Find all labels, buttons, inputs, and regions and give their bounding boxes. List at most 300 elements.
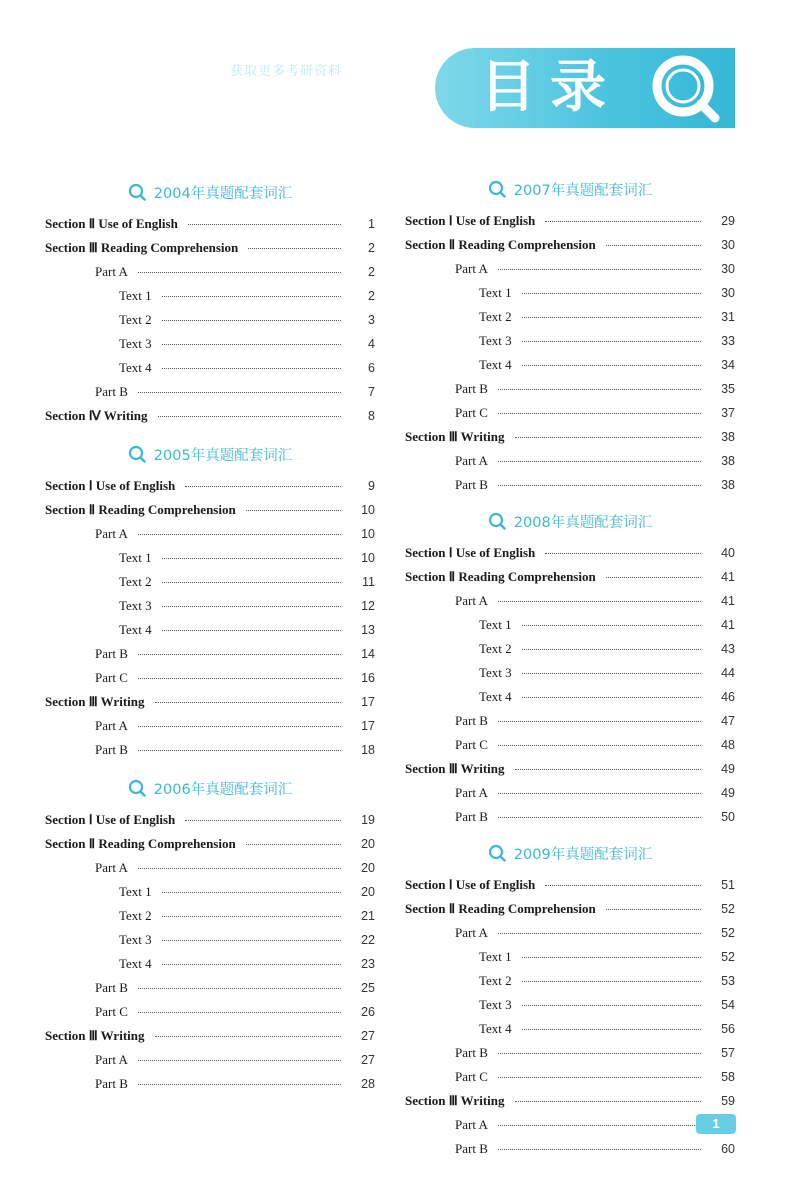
toc-entry-page: 52 bbox=[721, 926, 735, 940]
toc-entry[interactable] bbox=[405, 969, 735, 993]
toc-entry-page: 19 bbox=[361, 813, 375, 827]
toc-entry[interactable] bbox=[405, 425, 735, 449]
toc-entry-page: 1 bbox=[368, 217, 375, 231]
toc-entry-label: Section Ⅰ Use of English bbox=[45, 478, 176, 493]
toc-year-2008 bbox=[405, 507, 735, 829]
magnifier-icon bbox=[128, 183, 146, 201]
toc-entry-label: Part A bbox=[455, 261, 488, 276]
toc-entry-label: Part B bbox=[95, 384, 128, 399]
dot-leader bbox=[138, 533, 341, 535]
dot-leader bbox=[162, 295, 341, 297]
toc-entry[interactable] bbox=[45, 856, 375, 880]
toc-entry[interactable] bbox=[45, 618, 375, 642]
toc-entry-page: 6 bbox=[368, 361, 375, 375]
dot-leader bbox=[158, 415, 341, 417]
toc-entry-page: 4 bbox=[368, 337, 375, 351]
toc-year-2007 bbox=[405, 175, 735, 497]
toc-entry-page: 10 bbox=[361, 503, 375, 517]
toc-entry-page: 7 bbox=[368, 385, 375, 399]
toc-entry-label: Text 4 bbox=[119, 622, 152, 637]
toc-entry[interactable] bbox=[405, 873, 735, 897]
toc-entry-page: 20 bbox=[361, 837, 375, 851]
toc-entry[interactable] bbox=[45, 642, 375, 666]
toc-entry-page: 43 bbox=[721, 642, 735, 656]
dot-leader bbox=[522, 1028, 701, 1030]
dot-leader bbox=[162, 891, 341, 893]
toc-column-right bbox=[405, 175, 735, 1161]
toc-entry[interactable] bbox=[405, 733, 735, 757]
magnifier-icon bbox=[488, 180, 506, 198]
dot-leader bbox=[498, 720, 701, 722]
dot-leader bbox=[498, 388, 701, 390]
toc-entry[interactable] bbox=[405, 233, 735, 257]
toc-entry-label: Part C bbox=[455, 737, 488, 752]
toc-entry-label: Section Ⅱ Reading Comprehension bbox=[45, 836, 236, 851]
toc-entry-page: 14 bbox=[361, 647, 375, 661]
dot-leader bbox=[498, 412, 701, 414]
toc-entry-label: Text 1 bbox=[479, 949, 512, 964]
dot-leader bbox=[515, 436, 702, 438]
dot-leader bbox=[138, 677, 341, 679]
toc-entry[interactable] bbox=[405, 401, 735, 425]
year-heading bbox=[405, 839, 735, 867]
toc-entry-page: 34 bbox=[721, 358, 735, 372]
year-heading bbox=[45, 178, 375, 206]
toc-entry-label: Text 2 bbox=[479, 309, 512, 324]
toc-entry-label: Section Ⅲ Writing bbox=[45, 1028, 145, 1043]
toc-entry-page: 18 bbox=[361, 743, 375, 757]
toc-entry-page: 51 bbox=[721, 878, 735, 892]
toc-entry-page: 37 bbox=[721, 406, 735, 420]
dot-leader bbox=[522, 648, 701, 650]
toc-entry-label: Text 3 bbox=[479, 333, 512, 348]
toc-entry-label: Text 2 bbox=[119, 312, 152, 327]
toc-entry[interactable] bbox=[405, 541, 735, 565]
dot-leader bbox=[498, 484, 701, 486]
toc-entry-label: Part C bbox=[455, 1069, 488, 1084]
toc-entry-label: Part B bbox=[95, 646, 128, 661]
toc-entry[interactable] bbox=[45, 808, 375, 832]
dot-leader bbox=[162, 939, 341, 941]
toc-entry-page: 57 bbox=[721, 1046, 735, 1060]
toc-entry-page: 22 bbox=[361, 933, 375, 947]
toc-entry[interactable] bbox=[45, 356, 375, 380]
toc-entry-page: 30 bbox=[721, 262, 735, 276]
toc-entry[interactable] bbox=[405, 805, 735, 829]
toc-entry-label: Text 1 bbox=[119, 884, 152, 899]
toc-entry[interactable] bbox=[45, 832, 375, 856]
dot-leader bbox=[522, 340, 701, 342]
year-heading bbox=[405, 507, 735, 535]
toc-entry-label: Text 1 bbox=[479, 617, 512, 632]
dot-leader bbox=[515, 768, 702, 770]
dot-leader bbox=[522, 696, 701, 698]
dot-leader bbox=[138, 867, 341, 869]
toc-entry[interactable] bbox=[45, 522, 375, 546]
toc-entry-page: 9 bbox=[368, 479, 375, 493]
year-heading bbox=[45, 440, 375, 468]
year-heading-label: 2005年真题配套词汇 bbox=[153, 447, 293, 464]
magnifier-icon bbox=[488, 844, 506, 862]
toc-entry-label: Part C bbox=[95, 670, 128, 685]
magnifier-icon bbox=[488, 512, 506, 530]
toc-entry[interactable] bbox=[405, 709, 735, 733]
toc-entry[interactable] bbox=[405, 945, 735, 969]
dot-leader bbox=[162, 581, 341, 583]
toc-entry-label: Part B bbox=[455, 1141, 488, 1156]
dot-leader bbox=[498, 932, 701, 934]
toc-entry-page: 21 bbox=[361, 909, 375, 923]
toc-entry-page: 3 bbox=[368, 313, 375, 327]
dot-leader bbox=[606, 576, 701, 578]
dot-leader bbox=[162, 557, 341, 559]
toc-entry-label: Text 3 bbox=[119, 932, 152, 947]
toc-entry-page: 30 bbox=[721, 286, 735, 300]
dot-leader bbox=[606, 244, 701, 246]
toc-entry-label: Section Ⅰ Use of English bbox=[405, 877, 536, 892]
toc-entry-page: 23 bbox=[361, 957, 375, 971]
toc-entry[interactable] bbox=[45, 236, 375, 260]
toc-entry[interactable] bbox=[45, 308, 375, 332]
toc-entry-page: 10 bbox=[361, 551, 375, 565]
toc-entry-label: Text 3 bbox=[479, 997, 512, 1012]
dot-leader bbox=[522, 364, 701, 366]
toc-entry-label: Part B bbox=[455, 381, 488, 396]
dot-leader bbox=[185, 485, 341, 487]
toc-entry[interactable] bbox=[45, 404, 375, 428]
toc-entry[interactable] bbox=[45, 1072, 375, 1096]
dot-leader bbox=[522, 624, 701, 626]
toc-entry[interactable] bbox=[405, 377, 735, 401]
toc-entry-page: 30 bbox=[721, 238, 735, 252]
toc-entry-page: 28 bbox=[361, 1077, 375, 1091]
toc-entry[interactable] bbox=[45, 714, 375, 738]
toc-entry-label: Section Ⅱ Reading Comprehension bbox=[405, 237, 596, 252]
toc-year-2004 bbox=[45, 178, 375, 428]
toc-entry-label: Section Ⅲ Writing bbox=[45, 694, 145, 709]
toc-entry-page: 41 bbox=[721, 594, 735, 608]
toc-year-2005 bbox=[45, 440, 375, 762]
toc-entry-page: 17 bbox=[361, 695, 375, 709]
toc-entry-label: Part B bbox=[455, 1045, 488, 1060]
toc-entry[interactable] bbox=[405, 921, 735, 945]
toc-entry[interactable] bbox=[405, 329, 735, 353]
dot-leader bbox=[248, 247, 341, 249]
toc-entry-label: Part A bbox=[95, 718, 128, 733]
dot-leader bbox=[498, 600, 701, 602]
toc-entry[interactable] bbox=[45, 284, 375, 308]
toc-entry[interactable] bbox=[405, 305, 735, 329]
dot-leader bbox=[162, 605, 341, 607]
toc-entry-label: Section Ⅱ Reading Comprehension bbox=[405, 901, 596, 916]
toc-entry[interactable] bbox=[405, 1017, 735, 1041]
toc-entry[interactable] bbox=[405, 1065, 735, 1089]
dot-leader bbox=[545, 220, 701, 222]
toc-entry-label: Text 4 bbox=[119, 360, 152, 375]
header-watermark-text: 获取更多考研资料 bbox=[230, 63, 343, 78]
toc-entry[interactable] bbox=[45, 666, 375, 690]
toc-entry[interactable] bbox=[405, 637, 735, 661]
toc-entry-label: Part B bbox=[95, 742, 128, 757]
year-heading-label: 2006年真题配套词汇 bbox=[153, 781, 293, 798]
toc-entry-page: 17 bbox=[361, 719, 375, 733]
dot-leader bbox=[498, 1052, 701, 1054]
dot-leader bbox=[138, 653, 341, 655]
toc-entry[interactable] bbox=[405, 1113, 735, 1137]
toc-entry-page: 26 bbox=[361, 1005, 375, 1019]
year-heading-label: 2008年真题配套词汇 bbox=[513, 514, 653, 531]
dot-leader bbox=[522, 1004, 701, 1006]
toc-entry-page: 44 bbox=[721, 666, 735, 680]
toc-entry-label: Text 3 bbox=[479, 665, 512, 680]
toc-entry-label: Section Ⅱ Use of English bbox=[45, 216, 178, 231]
page-title: 目录 bbox=[480, 55, 620, 120]
toc-entry[interactable] bbox=[405, 449, 735, 473]
toc-entry-label: Part B bbox=[95, 980, 128, 995]
toc-entry-label: Text 2 bbox=[119, 908, 152, 923]
toc-entry[interactable] bbox=[45, 1000, 375, 1024]
dot-leader bbox=[155, 701, 342, 703]
toc-entry-label: Text 1 bbox=[119, 288, 152, 303]
toc-entry[interactable] bbox=[405, 613, 735, 637]
dot-leader bbox=[522, 316, 701, 318]
toc-entry-label: Text 1 bbox=[119, 550, 152, 565]
toc-entry-label: Text 4 bbox=[479, 357, 512, 372]
toc-entry-label: Section Ⅰ Use of English bbox=[405, 545, 536, 560]
dot-leader bbox=[162, 629, 341, 631]
year-heading-label: 2004年真题配套词汇 bbox=[153, 185, 293, 202]
toc-entry-page: 16 bbox=[361, 671, 375, 685]
toc-entry-page: 2 bbox=[368, 241, 375, 255]
toc-entry[interactable] bbox=[45, 904, 375, 928]
page-number-badge: 1 bbox=[696, 1114, 736, 1134]
dot-leader bbox=[498, 1148, 701, 1150]
toc-entry[interactable] bbox=[405, 589, 735, 613]
toc-entry[interactable] bbox=[405, 1137, 735, 1161]
toc-entry[interactable] bbox=[45, 594, 375, 618]
dot-leader bbox=[185, 819, 341, 821]
toc-entry-page: 49 bbox=[721, 786, 735, 800]
toc-entry-label: Part A bbox=[95, 526, 128, 541]
toc-entry-page: 53 bbox=[721, 974, 735, 988]
toc-entry[interactable] bbox=[45, 976, 375, 1000]
toc-entry[interactable] bbox=[45, 332, 375, 356]
toc-entry-label: Part B bbox=[455, 713, 488, 728]
toc-entry-page: 12 bbox=[361, 599, 375, 613]
toc-entry-page: 35 bbox=[721, 382, 735, 396]
toc-entry-label: Text 2 bbox=[479, 973, 512, 988]
dot-leader bbox=[522, 292, 701, 294]
dot-leader bbox=[138, 749, 341, 751]
toc-entry-label: Section Ⅲ Writing bbox=[405, 761, 505, 776]
dot-leader bbox=[498, 268, 701, 270]
toc-entry-label: Part A bbox=[455, 453, 488, 468]
dot-leader bbox=[162, 367, 341, 369]
toc-entry-label: Part A bbox=[455, 593, 488, 608]
dot-leader bbox=[498, 816, 701, 818]
year-heading bbox=[405, 175, 735, 203]
toc-entry[interactable] bbox=[45, 212, 375, 236]
dot-leader bbox=[188, 223, 341, 225]
toc-entry[interactable] bbox=[45, 570, 375, 594]
toc-entry-label: Part A bbox=[95, 1052, 128, 1067]
toc-entry[interactable] bbox=[45, 928, 375, 952]
dot-leader bbox=[138, 1059, 341, 1061]
dot-leader bbox=[162, 343, 341, 345]
toc-entry-page: 56 bbox=[721, 1022, 735, 1036]
toc-entry-page: 49 bbox=[721, 762, 735, 776]
toc-entry-page: 25 bbox=[361, 981, 375, 995]
toc-entry-label: Text 2 bbox=[479, 641, 512, 656]
toc-entry[interactable] bbox=[405, 209, 735, 233]
toc-entry[interactable] bbox=[405, 281, 735, 305]
toc-entry[interactable] bbox=[405, 757, 735, 781]
dot-leader bbox=[522, 672, 701, 674]
toc-entry-label: Text 4 bbox=[479, 1021, 512, 1036]
dot-leader bbox=[138, 391, 341, 393]
toc-entry[interactable] bbox=[45, 380, 375, 404]
toc-entry-label: Text 2 bbox=[119, 574, 152, 589]
toc-entry[interactable] bbox=[45, 1024, 375, 1048]
toc-entry-page: 2 bbox=[368, 265, 375, 279]
toc-entry-label: Section Ⅲ Writing bbox=[405, 1093, 505, 1108]
toc-entry-page: 41 bbox=[721, 570, 735, 584]
dot-leader bbox=[606, 908, 701, 910]
dot-leader bbox=[498, 460, 701, 462]
toc-entry-page: 50 bbox=[721, 810, 735, 824]
dot-leader bbox=[498, 1076, 701, 1078]
toc-entry[interactable] bbox=[45, 880, 375, 904]
dot-leader bbox=[162, 319, 341, 321]
dot-leader bbox=[515, 1100, 702, 1102]
toc-entry-label: Part A bbox=[455, 925, 488, 940]
magnifier-icon bbox=[128, 445, 146, 463]
dot-leader bbox=[138, 1011, 341, 1013]
toc-entry-label: Part C bbox=[95, 1004, 128, 1019]
dot-leader bbox=[155, 1035, 342, 1037]
toc-entry-label: Part B bbox=[95, 1076, 128, 1091]
dot-leader bbox=[522, 980, 701, 982]
year-heading bbox=[45, 774, 375, 802]
toc-entry[interactable] bbox=[45, 738, 375, 762]
toc-entry-label: Section Ⅲ Reading Comprehension bbox=[45, 240, 239, 255]
toc-entry-page: 46 bbox=[721, 690, 735, 704]
dot-leader bbox=[138, 987, 341, 989]
magnifier-icon bbox=[645, 48, 725, 128]
toc-entry-page: 54 bbox=[721, 998, 735, 1012]
toc-entry[interactable] bbox=[45, 1048, 375, 1072]
toc-entry-page: 10 bbox=[361, 527, 375, 541]
toc-entry[interactable] bbox=[45, 474, 375, 498]
year-heading-label: 2007年真题配套词汇 bbox=[513, 182, 653, 199]
toc-entry-page: 41 bbox=[721, 618, 735, 632]
dot-leader bbox=[498, 744, 701, 746]
toc-entry-page: 27 bbox=[361, 1029, 375, 1043]
toc-entry-page: 31 bbox=[721, 310, 735, 324]
toc-entry[interactable] bbox=[45, 952, 375, 976]
toc-entry-page: 40 bbox=[721, 546, 735, 560]
toc-entry-label: Part B bbox=[455, 809, 488, 824]
dot-leader bbox=[522, 956, 701, 958]
toc-entry-page: 11 bbox=[362, 575, 375, 589]
toc-entry-label: Text 4 bbox=[479, 689, 512, 704]
toc-entry-label: Part A bbox=[455, 785, 488, 800]
toc-entry[interactable] bbox=[45, 690, 375, 714]
dot-leader bbox=[162, 915, 341, 917]
toc-entry-label: Part A bbox=[455, 1117, 488, 1132]
toc-entry-label: Section Ⅰ Use of English bbox=[405, 213, 536, 228]
dot-leader bbox=[545, 552, 701, 554]
magnifier-icon bbox=[128, 779, 146, 797]
toc-entry-label: Text 3 bbox=[119, 598, 152, 613]
toc-entry[interactable] bbox=[45, 546, 375, 570]
toc-entry-page: 52 bbox=[721, 902, 735, 916]
toc-entry-page: 47 bbox=[721, 714, 735, 728]
toc-entry[interactable] bbox=[405, 993, 735, 1017]
dot-leader bbox=[138, 271, 341, 273]
dot-leader bbox=[246, 843, 341, 845]
toc-entry-label: Section Ⅱ Reading Comprehension bbox=[45, 502, 236, 517]
toc-entry-label: Section Ⅱ Reading Comprehension bbox=[405, 569, 596, 584]
toc-entry[interactable] bbox=[45, 498, 375, 522]
toc-entry-page: 33 bbox=[721, 334, 735, 348]
toc-entry[interactable] bbox=[405, 1089, 735, 1113]
dot-leader bbox=[498, 792, 701, 794]
dot-leader bbox=[498, 1124, 701, 1126]
toc-entry-page: 13 bbox=[361, 623, 375, 637]
toc-entry[interactable] bbox=[405, 661, 735, 685]
toc-entry-label: Text 3 bbox=[119, 336, 152, 351]
toc-entry-page: 29 bbox=[721, 214, 735, 228]
toc-entry-label: Text 4 bbox=[119, 956, 152, 971]
toc-column-left bbox=[45, 178, 375, 1096]
toc-year-2009 bbox=[405, 839, 735, 1161]
toc-entry-page: 60 bbox=[721, 1142, 735, 1156]
toc-entry-page: 59 bbox=[721, 1094, 735, 1108]
toc-entry-label: Section Ⅰ Use of English bbox=[45, 812, 176, 827]
toc-entry-page: 8 bbox=[368, 409, 375, 423]
toc-entry[interactable] bbox=[405, 257, 735, 281]
toc-entry[interactable] bbox=[405, 565, 735, 589]
toc-entry-label: Text 1 bbox=[479, 285, 512, 300]
toc-entry-label: Part C bbox=[455, 405, 488, 420]
toc-year-2006 bbox=[45, 774, 375, 1096]
toc-entry-page: 38 bbox=[721, 430, 735, 444]
toc-entry-label: Part B bbox=[455, 477, 488, 492]
dot-leader bbox=[138, 725, 341, 727]
toc-entry-label: Part A bbox=[95, 860, 128, 875]
toc-entry[interactable] bbox=[45, 260, 375, 284]
toc-entry[interactable] bbox=[405, 473, 735, 497]
dot-leader bbox=[545, 884, 701, 886]
dot-leader bbox=[246, 509, 341, 511]
year-heading-label: 2009年真题配套词汇 bbox=[513, 846, 653, 863]
page-header bbox=[0, 0, 800, 150]
toc-entry-page: 27 bbox=[361, 1053, 375, 1067]
toc-entry[interactable] bbox=[405, 781, 735, 805]
toc-entry[interactable] bbox=[405, 353, 735, 377]
toc-entry-page: 38 bbox=[721, 478, 735, 492]
toc-entry[interactable] bbox=[405, 1041, 735, 1065]
toc-entry[interactable] bbox=[405, 897, 735, 921]
toc-entry-label: Section Ⅳ Writing bbox=[45, 408, 148, 423]
toc-entry-page: 48 bbox=[721, 738, 735, 752]
toc-entry-page: 52 bbox=[721, 950, 735, 964]
toc-entry-page: 2 bbox=[368, 289, 375, 303]
toc-entry-page: 38 bbox=[721, 454, 735, 468]
toc-entry-label: Part A bbox=[95, 264, 128, 279]
toc-entry[interactable] bbox=[405, 685, 735, 709]
